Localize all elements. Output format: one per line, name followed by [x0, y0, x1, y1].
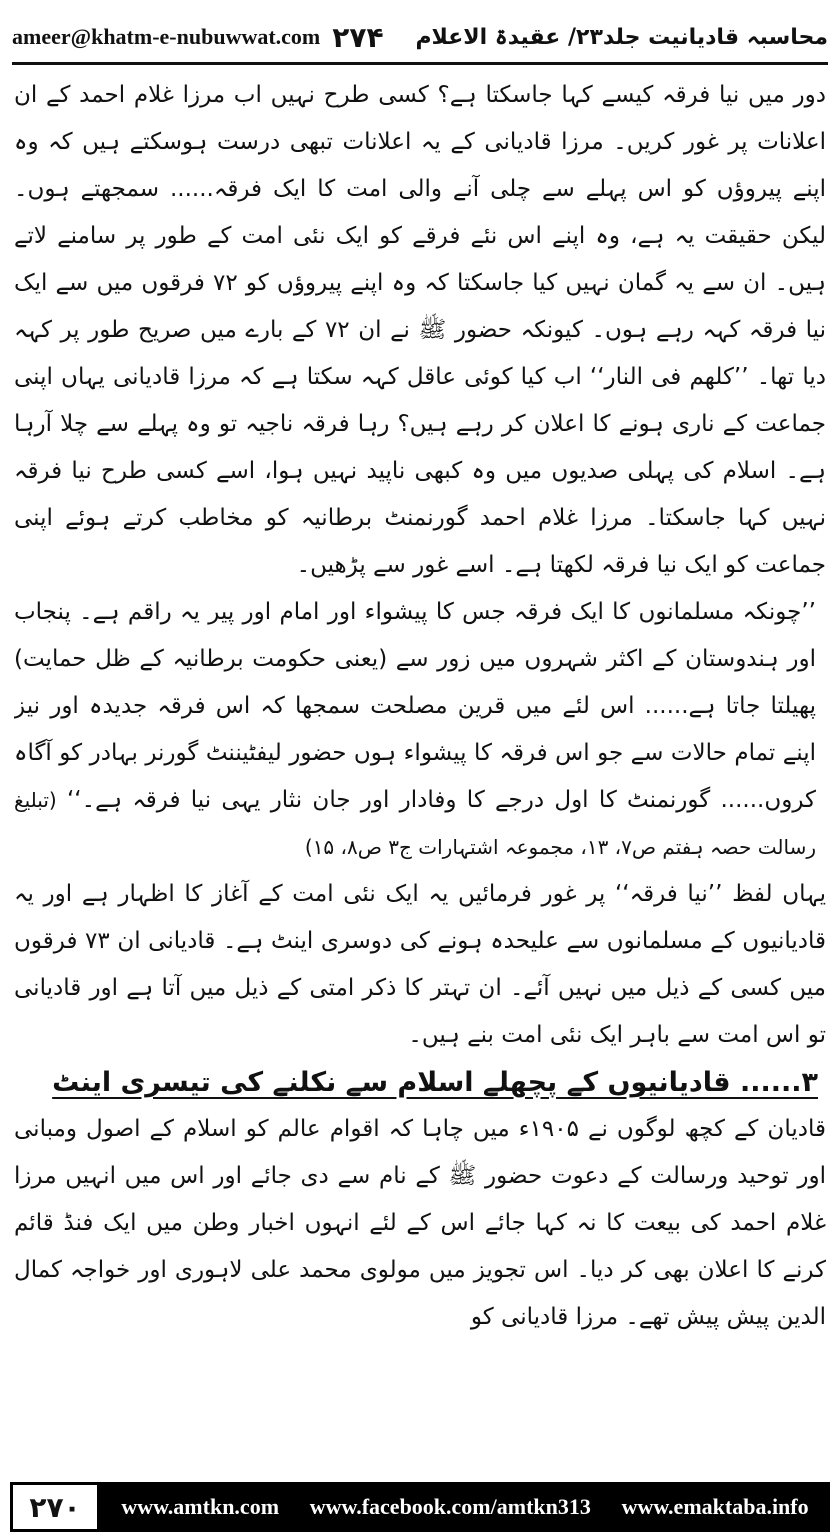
footer-url-facebook[interactable]: www.facebook.com/amtkn313: [309, 1494, 591, 1519]
footer-page-number: ۲۷۰: [10, 1482, 100, 1532]
footer-url-amtkn[interactable]: www.amtkn.com: [121, 1494, 280, 1519]
quotation-text: ’’چونکہ مسلمانوں کا ایک فرقہ جس کا پیشواء اور امام اور پیر یہ راقم ہے۔ پنجاب اور ہندوستان کے اکثر شہروں میں زور سے (یعنی حکومت برطانیہ کے ظل حمایت) پھیلتا جاتا ہے...... اس لئے میں قرین مصلحت سمجھا کہ اس فرقہ جدیدہ اور نیز اپنے تمام حالات سے جو اس فرقہ کا پیشواء ہوں حضور لیفٹیننٹ گورنر بہادر کو آگاہ کروں...... گورنمنٹ کا اول درجے کا وفادار اور جان نثار یہی نیا فرقہ ہے۔‘‘: [14, 599, 816, 813]
header-left: [12, 21, 384, 54]
footer-urls: [100, 1494, 830, 1520]
paragraph-4: قادیان کے کچھ لوگوں نے ۱۹۰۵ء میں چاہا کہ اقوام عالم کو اسلام کے اصول ومبانی اور توحید ورسالت کے دعوت حضور ﷺ کے نام سے دی جائے اور اس میں انہیں مرزا غلام احمد کی بیعت کا نہ کہا جائے اس کے لئے انہوں اخبار وطن میں ایک فنڈ قائم کرنے کا اعلان بھی کر دیا۔ اس تجویز میں مولوی محمد علی لاہوری اور خواجہ کمال الدین پیش پیش تھے۔ مرزا قادیانی کو: [14, 1116, 826, 1330]
footer-url-emaktaba[interactable]: www.emaktaba.info: [621, 1494, 809, 1519]
page-header: [12, 14, 828, 60]
section-heading: ۳...... قادیانیوں کے پچھلے اسلام سے نکلنے کی تیسری اینٹ: [52, 1067, 818, 1098]
quotation-paragraph: [14, 589, 826, 871]
page-body: [14, 72, 826, 1464]
paragraph-3: یہاں لفظ ’’نیا فرقہ‘‘ پر غور فرمائیں یہ ایک نئی امت کے آغاز کا اظہار ہے اور یہ قادیانیوں کے مسلمانوں سے علیحدہ ہونے کی دوسری اینٹ ہے۔ قادیانی ان ۷۳ فرقوں میں کسی کے ذیل میں نہیں آئے۔ ان تہتر کا ذکر امتی کے ذیل میں آتا ہے اور قادیانی تو اس امت سے باہر ایک نئی امت بنے ہیں۔: [14, 881, 826, 1048]
header-rule: [12, 62, 828, 65]
page-footer: [10, 1482, 830, 1532]
paragraph-1: دور میں نیا فرقہ کیسے کہا جاسکتا ہے؟ کسی طرح نہیں اب مرزا غلام احمد کے ان اعلانات پر غور کریں۔ مرزا قادیانی کے یہ اعلانات تبھی درست ہوسکتے ہیں کہ وہ اپنے پیروؤں کو اس پہلے سے چلی آنے والی امت کا ایک فرقہ...... سمجھتے ہوں۔ لیکن حقیقت یہ ہے، وہ اپنے اس نئے فرقے کو ایک نئی امت کے طور پر سامنے لاتے ہیں۔ ان سے یہ گمان نہیں کیا جاسکتا کہ وہ اپنے پیروؤں کو ۷۲ فرقوں میں سے ایک نیا فرقہ کہہ رہے ہوں۔ کیونکہ حضور ﷺ نے ان ۷۲ کے بارے میں صریح طور پر کہہ دیا تھا۔ ’’کلھم فی النار‘‘ اب کیا کوئی عاقل کہہ سکتا ہے کہ مرزا قادیانی یہاں اپنی جماعت کے ناری ہونے کا اعلان کر رہے ہیں؟ رہا فرقہ ناجیہ تو وہ پہلے سے چلا آرہا ہے۔ اسلام کی پہلی صدیوں میں وہ کبھی ناپید نہیں ہوا، اسے کسی طرح نیا فرقہ نہیں کہا جاسکتا۔ مرزا غلام احمد گورنمنٹ برطانیہ کو مخاطب کرتے ہوئے اپنی جماعت کو ایک نیا فرقہ لکھتا ہے۔ اسے غور سے پڑھیں۔: [14, 82, 826, 578]
header-email: ameer@khatm-e-nubuwwat.com: [12, 24, 321, 49]
header-page-number: ۲۷۴: [332, 20, 384, 54]
reference-citation: (تبلیغ رسالت حصہ ہفتم ص۷، ۱۳، مجموعہ اشتہارات ج۳ ص۸، ۱۵): [14, 788, 816, 859]
header-title: محاسبہ قادیانیت جلد۲۳/ عقیدۃ الاعلام: [415, 24, 828, 50]
